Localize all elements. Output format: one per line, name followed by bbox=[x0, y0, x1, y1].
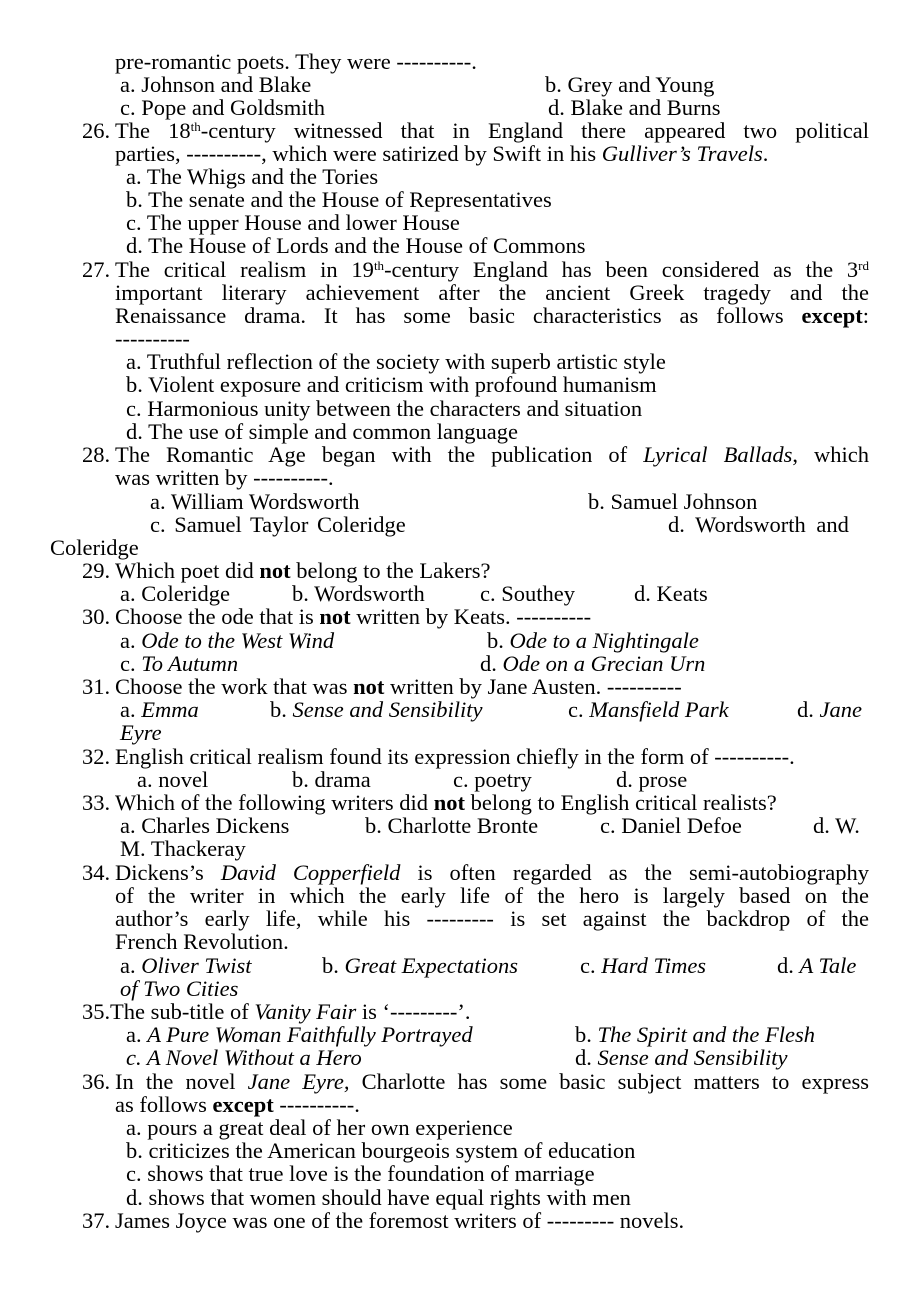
q31-option-c: c. Mansfield Park bbox=[568, 697, 729, 722]
q32-option-b: b. drama bbox=[292, 767, 371, 792]
q34-stem-line3: author’s early life, while his --------- is set against the backdrop of the bbox=[115, 906, 869, 931]
q31-option-d: d. Jane bbox=[797, 697, 862, 722]
q36-option-a: a. pours a great deal of her own experience bbox=[126, 1115, 513, 1140]
q34-stem-line1: Dickens’s David Copperfield is often regarded as the semi-autobiography bbox=[115, 860, 869, 885]
q31-option-d-wrap: Eyre bbox=[120, 720, 162, 745]
q34-option-b: b. Great Expectations bbox=[322, 953, 518, 978]
q25-stem-tail: pre-romantic poets. They were ----------. bbox=[115, 49, 477, 74]
q27-stem-line3: Renaissance drama. It has some basic characteristics as follows except: bbox=[115, 303, 869, 328]
q27-option-c: c. Harmonious unity between the characters and situation bbox=[126, 396, 643, 421]
q31-option-a: a. Emma bbox=[120, 697, 199, 722]
q27-number: 27. bbox=[82, 257, 111, 282]
q32-option-d: d. prose bbox=[616, 767, 688, 792]
q31-number: 31. bbox=[82, 674, 111, 699]
q28-number: 28. bbox=[82, 442, 111, 467]
q33-stem: Which of the following writers did not belong to English critical realists? bbox=[115, 790, 777, 815]
q33-option-c: c. Daniel Defoe bbox=[600, 813, 742, 838]
q31-option-b: b. Sense and Sensibility bbox=[270, 697, 483, 722]
q35-number: 35. bbox=[82, 999, 111, 1024]
q29-option-c: c. Southey bbox=[480, 581, 575, 606]
q28-option-b: b. Samuel Johnson bbox=[588, 489, 758, 514]
q32-number: 32. bbox=[82, 744, 111, 769]
q25-option-c: c. Pope and Goldsmith bbox=[120, 95, 325, 120]
q27-stem-line4: ---------- bbox=[115, 326, 190, 351]
q37-stem: James Joyce was one of the foremost writers of --------- novels. bbox=[115, 1208, 685, 1233]
q34-option-c: c. Hard Times bbox=[580, 953, 707, 978]
q30-option-d: d. Ode on a Grecian Urn bbox=[480, 651, 706, 676]
q36-number: 36. bbox=[82, 1069, 111, 1094]
q33-option-d: d. W. bbox=[813, 813, 860, 838]
q26-number: 26. bbox=[82, 118, 111, 143]
q26-option-d: d. The House of Lords and the House of Commons bbox=[126, 233, 586, 258]
q28-option-c: c. Samuel Taylor Coleridge bbox=[150, 512, 406, 537]
q36-option-b: b. criticizes the American bourgeois system of education bbox=[126, 1138, 636, 1163]
q30-number: 30. bbox=[82, 604, 111, 629]
q33-option-d-wrap: M. Thackeray bbox=[120, 836, 246, 861]
q27-option-d: d. The use of simple and common language bbox=[126, 419, 518, 444]
q25-option-d: d. Blake and Burns bbox=[548, 95, 721, 120]
q33-number: 33. bbox=[82, 790, 111, 815]
q34-option-d: d. A Tale bbox=[777, 953, 857, 978]
q26-option-c: c. The upper House and lower House bbox=[126, 210, 460, 235]
q34-stem-line4: French Revolution. bbox=[115, 929, 289, 954]
q27-stem-line2: important literary achievement after the ancient Greek tragedy and the bbox=[115, 280, 869, 305]
q34-number: 34. bbox=[82, 860, 111, 885]
q29-option-a: a. Coleridge bbox=[120, 581, 230, 606]
q28-option-d-wrap: Coleridge bbox=[50, 535, 139, 560]
q36-option-d: d. shows that women should have equal rights with men bbox=[126, 1185, 631, 1210]
q26-stem-line2: parties, ----------, which were satirized by Swift in his Gulliver’s Travels. bbox=[115, 141, 769, 166]
q36-option-c: c. shows that true love is the foundation of marriage bbox=[126, 1161, 595, 1186]
q35-option-a: a. A Pure Woman Faithfully Portrayed bbox=[126, 1022, 473, 1047]
q36-stem-line1: In the novel Jane Eyre, Charlotte has some basic subject matters to express bbox=[115, 1069, 869, 1094]
q29-option-d: d. Keats bbox=[634, 581, 708, 606]
q30-option-a: a. Ode to the West Wind bbox=[120, 628, 335, 653]
q27-stem-line1: The critical realism in 19th-century England has been considered as the 3rd bbox=[115, 257, 869, 282]
q28-option-a: a. William Wordsworth bbox=[150, 489, 360, 514]
q29-option-b: b. Wordsworth bbox=[292, 581, 425, 606]
q35-option-c: c. A Novel Without a Hero bbox=[126, 1045, 362, 1070]
q27-option-b: b. Violent exposure and criticism with profound humanism bbox=[126, 372, 657, 397]
q28-option-d: d. Wordsworth and bbox=[668, 512, 849, 537]
q35-option-d: d. Sense and Sensibility bbox=[575, 1045, 788, 1070]
q35-stem: The sub-title of Vanity Fair is ‘---------’. bbox=[110, 999, 471, 1024]
q30-option-c: c. To Autumn bbox=[120, 651, 239, 676]
q34-stem-line2: of the writer in which the early life of the hero is largely based on the bbox=[115, 883, 869, 908]
q34-option-a: a. Oliver Twist bbox=[120, 953, 252, 978]
q33-option-b: b. Charlotte Bronte bbox=[365, 813, 539, 838]
q27-option-a: a. Truthful reflection of the society with superb artistic style bbox=[126, 349, 666, 374]
q31-stem: Choose the work that was not written by Jane Austen. ---------- bbox=[115, 674, 682, 699]
q36-stem-line2: as follows except ----------. bbox=[115, 1092, 360, 1117]
q26-option-a: a. The Whigs and the Tories bbox=[126, 164, 379, 189]
q32-option-a: a. novel bbox=[137, 767, 209, 792]
q29-stem: Which poet did not belong to the Lakers? bbox=[115, 558, 491, 583]
q30-option-b: b. Ode to a Nightingale bbox=[487, 628, 699, 653]
q34-option-d-wrap: of Two Cities bbox=[120, 976, 239, 1001]
q29-number: 29. bbox=[82, 558, 111, 583]
q32-stem: English critical realism found its expression chiefly in the form of ----------. bbox=[115, 744, 795, 769]
q30-stem: Choose the ode that is not written by Keats. ---------- bbox=[115, 604, 592, 629]
q32-option-c: c. poetry bbox=[453, 767, 532, 792]
q35-option-b: b. The Spirit and the Flesh bbox=[575, 1022, 815, 1047]
q28-stem-line2: was written by ----------. bbox=[115, 465, 334, 490]
q33-option-a: a. Charles Dickens bbox=[120, 813, 290, 838]
q28-stem-line1: The Romantic Age began with the publication of Lyrical Ballads, which bbox=[115, 442, 869, 467]
q25-option-b: b. Grey and Young bbox=[545, 72, 715, 97]
q26-option-b: b. The senate and the House of Representatives bbox=[126, 187, 552, 212]
q37-number: 37. bbox=[82, 1208, 111, 1233]
q26-stem-line1: The 18th-century witnessed that in England there appeared two political bbox=[115, 118, 869, 143]
q25-option-a: a. Johnson and Blake bbox=[120, 72, 312, 97]
